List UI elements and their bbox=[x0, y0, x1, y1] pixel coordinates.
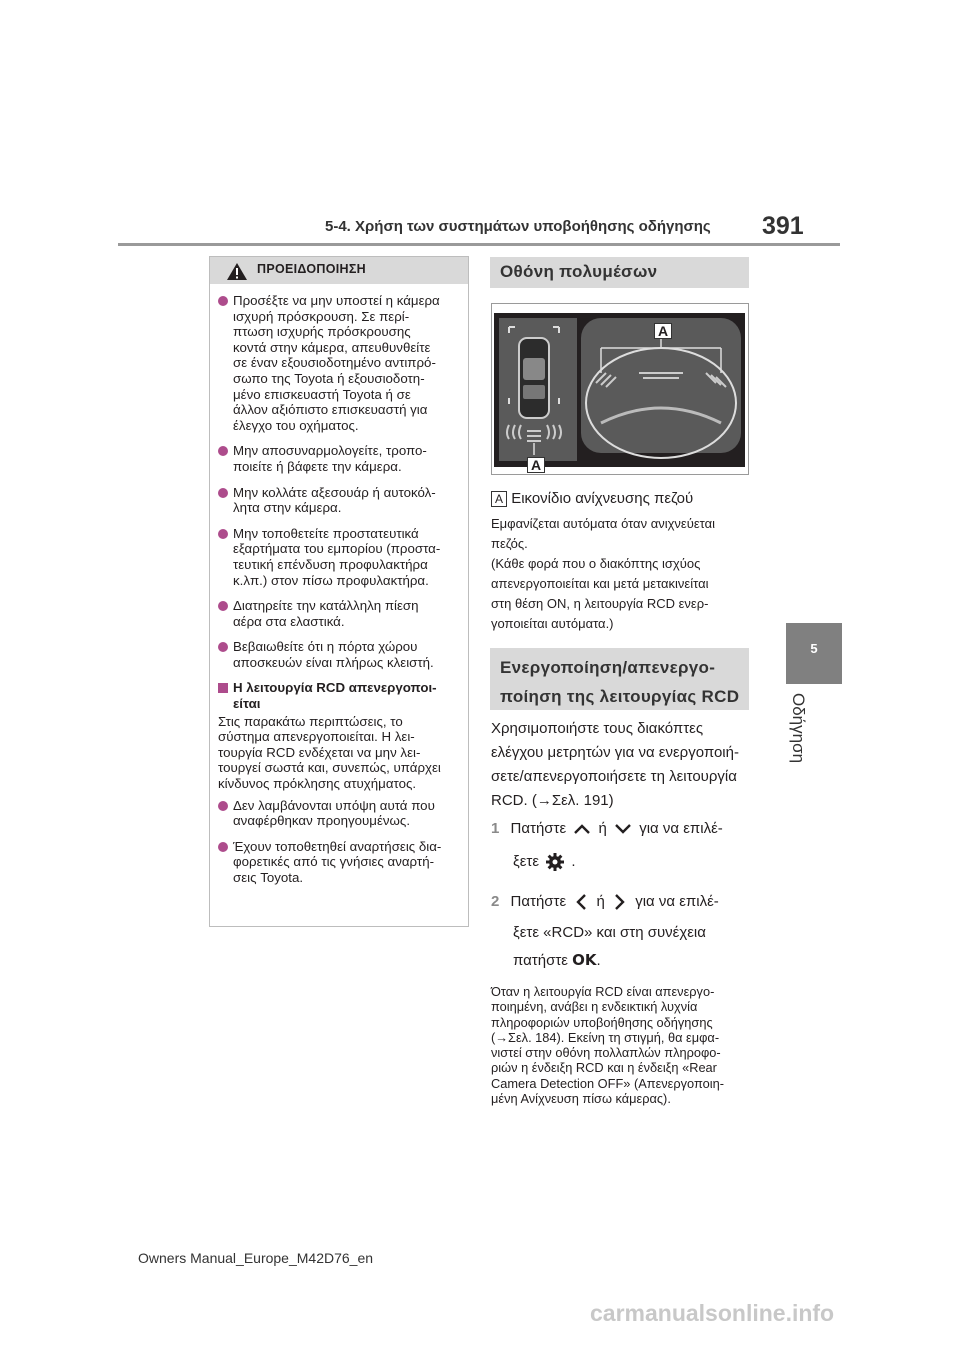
text-line: RCD. (→Σελ. 191) bbox=[491, 792, 614, 809]
text-line: πληροφοριών υποβοήθησης οδήγησης bbox=[491, 1014, 713, 1030]
warning-bullet-item bbox=[218, 839, 463, 886]
warning-bullet-item bbox=[218, 485, 463, 516]
warning-title: ΠΡΟΕΙΔΟΠΟΙΗΣΗ bbox=[257, 262, 366, 276]
bullet-line: κοντά στην κάμερα, απευθυνθείτε bbox=[233, 339, 431, 355]
rcd-off-subsection bbox=[218, 680, 463, 791]
warning-bullet-item bbox=[218, 798, 463, 829]
warning-triangle-icon bbox=[226, 262, 248, 281]
bullet-line: σεις Toyota. bbox=[233, 870, 304, 885]
step-2-ok-line: πατήστε OK. bbox=[513, 951, 601, 969]
section-title: 5-4. Χρήση των συστημάτων υποβοήθησης οδήγησης bbox=[325, 218, 711, 235]
bullet-dot-icon bbox=[218, 488, 228, 498]
text-line: στη θέση ON, η λειτουργία RCD ενερ- bbox=[491, 596, 709, 611]
warning-content bbox=[218, 293, 463, 896]
text-line: Στις παρακάτω περιπτώσεις, το bbox=[218, 713, 403, 729]
header-rule bbox=[118, 243, 840, 246]
bullet-line: Μην αποσυναρμολογείτε, τροπο- bbox=[233, 443, 427, 459]
text-line: γοποιείται αυτόματα.) bbox=[491, 616, 614, 631]
bullet-line: Μην τοποθετείτε προστατευτικά bbox=[233, 525, 419, 541]
bullet-line: Προσέξτε να μην υποστεί η κάμερα bbox=[233, 293, 440, 308]
watermark: carmanualsonline.info bbox=[590, 1300, 835, 1326]
ok-symbol: OK bbox=[572, 951, 597, 969]
warning-bullet-item bbox=[218, 443, 463, 474]
text-line: Camera Detection OFF» (Απενεργοποιη- bbox=[491, 1075, 724, 1091]
multimedia-title: Οθόνη πολυμέσων bbox=[500, 262, 658, 281]
bullet-dot-icon bbox=[218, 296, 228, 306]
text-line: ριών η ένδειξη RCD και η ένδειξη «Rear bbox=[491, 1060, 717, 1076]
bullet-dot-icon bbox=[218, 446, 228, 456]
chevron-right-icon bbox=[614, 893, 626, 911]
chapter-label: Οδήγηση bbox=[789, 693, 808, 764]
bullet-dot-icon bbox=[218, 529, 228, 539]
gear-icon bbox=[545, 852, 565, 872]
bullet-line: αέρα στα ελαστικά. bbox=[233, 613, 345, 629]
legend-a-label: Εικονίδιο ανίχνευσης πεζού bbox=[511, 490, 694, 507]
page-number: 391 bbox=[762, 212, 804, 240]
bullet-line: λητα στην κάμερα. bbox=[233, 500, 342, 516]
bullet-line: μένο επισκευαστή Toyota ή σε bbox=[233, 386, 411, 402]
subsection-text bbox=[218, 714, 463, 792]
bullet-line: εξαρτήματα του εμπορίου (προστα- bbox=[233, 541, 441, 557]
text-line: μένη Ανίχνευση πίσω κάμερας). bbox=[491, 1091, 671, 1107]
chevron-left-icon bbox=[575, 893, 587, 911]
text-line: ελέγχου μετρητών για να ενεργοποιή- bbox=[491, 744, 739, 761]
activation-note bbox=[491, 984, 756, 1106]
bullet-line: ποιείτε ή βάφετε την κάμερα. bbox=[233, 458, 402, 474]
camera-screen-illustration bbox=[491, 303, 749, 475]
subsection-bullet-list bbox=[218, 798, 463, 886]
bullet-line: Βεβαιωθείτε ότι η πόρτα χώρου bbox=[233, 639, 418, 655]
legend-a-letter: A bbox=[491, 491, 507, 507]
text-line: ποιημένη, ανάβει η ενδεικτική λυχνία bbox=[491, 999, 698, 1015]
bullet-line: Μην κολλάτε αξεσουάρ ή αυτοκόλ- bbox=[233, 484, 436, 500]
subsection-title: Η λειτουργία RCD απενεργοποι- είται bbox=[233, 680, 437, 712]
bullet-line: αποσκευών είναι πλήρως κλειστή. bbox=[233, 654, 434, 670]
bullet-line: κ.λπ.) στον πίσω προφυλακτήρα. bbox=[233, 572, 429, 588]
text-line: σύστημα απενεργοποιείται. Η λει- bbox=[218, 729, 415, 745]
warning-bullet-item bbox=[218, 598, 463, 629]
bullet-line: άλλον αξιόπιστο επισκευαστή για bbox=[233, 402, 428, 418]
text-line: (→Σελ. 184). Εκείνη τη στιγμή, θα εμφα- bbox=[491, 1029, 720, 1045]
bullet-dot-icon bbox=[218, 601, 228, 611]
bullet-line: έλεγχο του οχήματος. bbox=[233, 417, 359, 433]
warning-bullet-item bbox=[218, 526, 463, 588]
multimedia-description bbox=[491, 514, 756, 634]
square-bullet-icon bbox=[218, 683, 228, 693]
callout-a-top: A bbox=[654, 323, 672, 339]
warning-bullet-item bbox=[218, 293, 463, 433]
activation-title: Ενεργοποίηση/απενεργο- ποίηση της λειτουργίας RCD bbox=[500, 658, 740, 706]
step-2-cont: ξετε «RCD» και στη συνέχεια bbox=[513, 924, 706, 941]
chevron-down-icon bbox=[614, 823, 632, 835]
bullet-line: Διατηρείτε την κατάλληλη πίεση bbox=[233, 598, 419, 614]
bullet-line: Έχουν τοποθετηθεί αναρτήσεις δια- bbox=[233, 838, 442, 854]
text-line: νιστεί στην οθόνη πολλαπλών πληροφο- bbox=[491, 1045, 721, 1061]
step-2: 2 Πατήστε ή για να επιλέ- bbox=[491, 893, 719, 910]
text-line: Όταν η λειτουργία RCD είναι απενεργο- bbox=[491, 984, 715, 999]
bullet-dot-icon bbox=[218, 801, 228, 811]
text-line: σετε/απενεργοποιήσετε τη λειτουργία bbox=[491, 768, 737, 785]
activation-intro bbox=[491, 717, 756, 813]
text-line: Χρησιμοποιήστε τους διακόπτες bbox=[491, 720, 704, 737]
bullet-line: πτωση ισχυρής πρόσκρουσης bbox=[233, 324, 411, 340]
bullet-dot-icon bbox=[218, 842, 228, 852]
bullet-line: σε έναν εξουσιοδοτημένο αντιπρό- bbox=[233, 355, 436, 371]
bullet-line: Δεν λαμβάνονται υπόψη αυτά που bbox=[233, 797, 435, 813]
legend-a bbox=[491, 488, 693, 510]
step-1: 1 Πατήστε ή για να επιλέ- bbox=[491, 820, 723, 837]
text-line: κίνδυνος πρόκλησης ατυχήματος. bbox=[218, 776, 417, 792]
text-line: τουργία RCD ενδέχεται να μην λει- bbox=[218, 744, 421, 760]
footer-text: Owners Manual_Europe_M42D76_en bbox=[138, 1250, 374, 1266]
chevron-up-icon bbox=[573, 823, 591, 835]
warning-bullet-item bbox=[218, 639, 463, 670]
text-line: (Κάθε φορά που ο διακόπτης ισχύος bbox=[491, 556, 701, 571]
bullet-dot-icon bbox=[218, 642, 228, 652]
text-line: πεζός. bbox=[491, 536, 528, 551]
bullet-line: ισχυρή πρόσκρουση. Σε περί- bbox=[233, 308, 410, 324]
chapter-number: 5 bbox=[810, 641, 818, 656]
bullet-line: τευτική επένδυση προφυλακτήρα bbox=[233, 556, 428, 572]
bullet-line: αναφέρθηκαν προηγουμένως. bbox=[233, 813, 411, 829]
callout-a-bottom: A bbox=[527, 457, 545, 473]
text-line: τουργεί σωστά και, συνεπώς, υπάρχει bbox=[218, 760, 441, 776]
text-line: απενεργοποιείται και μετά μετακινείται bbox=[491, 576, 709, 591]
bullet-line: σωπο της Toyota ή εξουσιοδοτη- bbox=[233, 370, 425, 386]
bullet-line: φορετικές από τις γνήσιες αναρτή- bbox=[233, 854, 435, 870]
warning-bullet-list bbox=[218, 293, 463, 670]
text-line: Εμφανίζεται αυτόματα όταν ανιχνεύεται bbox=[491, 516, 715, 531]
step-1-cont: ξετε . bbox=[513, 851, 576, 873]
